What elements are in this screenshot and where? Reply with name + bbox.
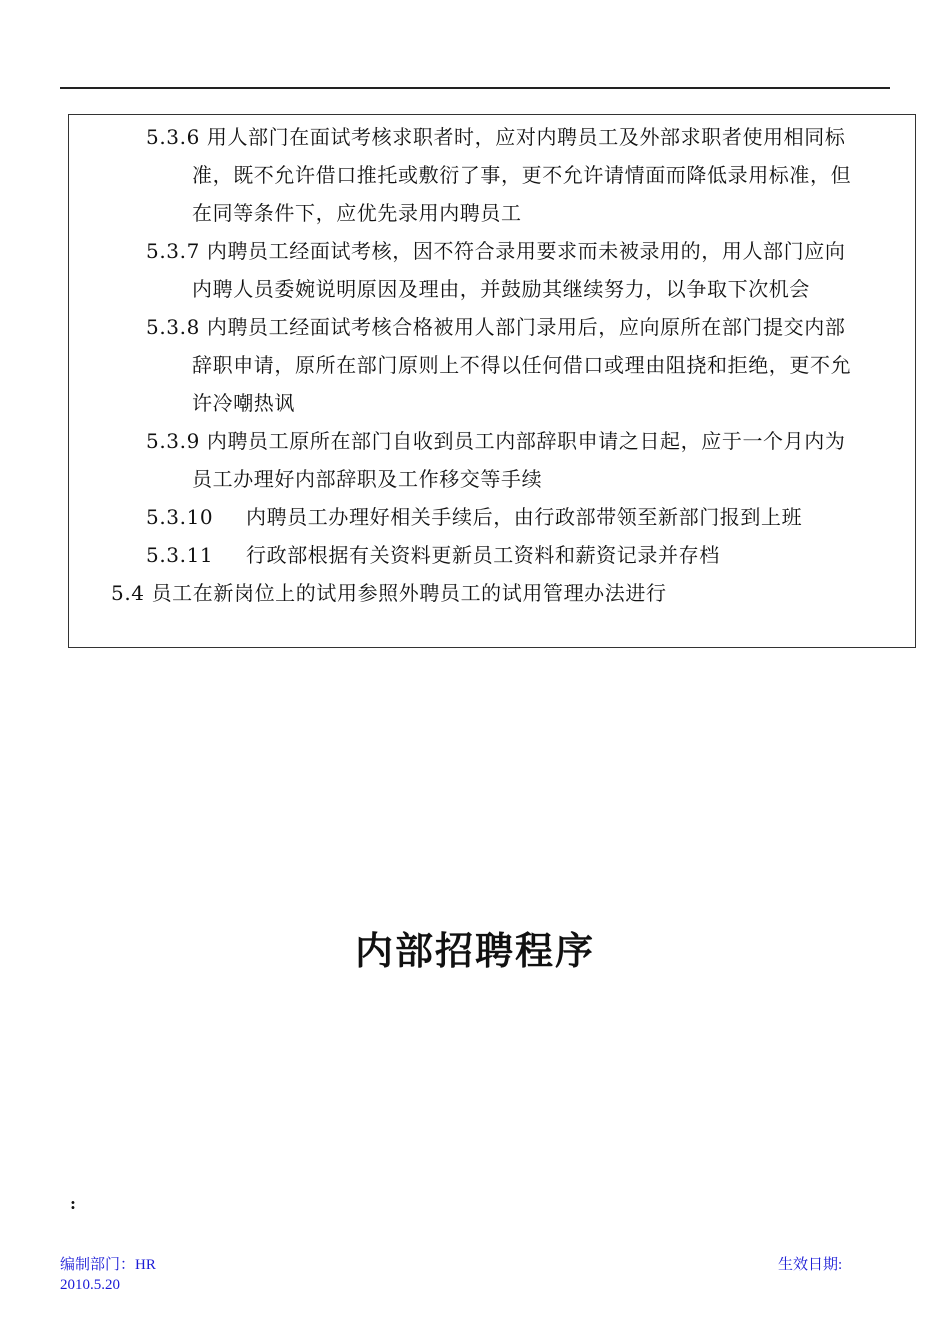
clause-number: 5.3.10: [146, 505, 214, 529]
clause-5-3-8-line-1: [146, 308, 845, 346]
clause-5-3-8-line-3: 许冷嘲热讽: [192, 391, 295, 415]
clause-5-3-8-line-2: 辞职申请，原所在部门原则上不得以任何借口或理由阻挠和拒绝，更不允: [192, 353, 852, 377]
clause-5-3-11: [146, 536, 720, 574]
clause-5-3-10: [146, 498, 802, 536]
clause-5-3-6-line-1: [146, 118, 845, 156]
effective-date-label: 生效日期:: [778, 1257, 843, 1273]
clause-text: 内聘员工经面试考核合格被用人部门录用后，应向原所在部门提交内部: [206, 315, 846, 339]
colon-mark: :: [70, 1194, 76, 1213]
clause-5-3-6-line-3: 在同等条件下，应优先录用内聘员工: [192, 201, 522, 225]
clause-text: 用人部门在面试考核求职者时，应对内聘员工及外部求职者使用相同标: [206, 125, 846, 149]
clause-5-3-9-line-2: 员工办理好内部辞职及工作移交等手续: [192, 467, 543, 491]
document-title: 内部招聘程序: [354, 928, 595, 973]
department-label: 编制部门：HR: [60, 1257, 156, 1273]
clause-text: 内聘员工办理好相关手续后，由行政部带领至新部门报到上班: [246, 505, 803, 529]
clause-number: 5.3.8: [146, 315, 200, 339]
clause-5-3-7-line-2: 内聘人员委婉说明原因及理由，并鼓励其继续努力，以争取下次机会: [192, 277, 810, 301]
clause-5-3-9-line-1: [146, 422, 845, 460]
clause-number: 5.3.6: [146, 125, 200, 149]
clause-number: 5.3.9: [146, 429, 200, 453]
footer-left: [60, 1255, 156, 1295]
header-rule: [60, 87, 890, 89]
date-value: 2010.5.20: [60, 1277, 120, 1293]
clause-number: 5.4: [111, 581, 145, 605]
clause-5-3-7-line-1: [146, 232, 845, 270]
clause-text: 行政部根据有关资料更新员工资料和薪资记录并存档: [246, 543, 720, 567]
clause-number: 5.3.11: [146, 543, 214, 567]
clause-5-4: [111, 574, 667, 612]
clause-number: 5.3.7: [146, 239, 200, 263]
clause-text: 内聘员工经面试考核，因不符合录用要求而未被录用的，用人部门应向: [206, 239, 846, 263]
clause-text: 内聘员工原所在部门自收到员工内部辞职申请之日起，应于一个月内为: [206, 429, 846, 453]
clause-5-3-6-line-2: 准，既不允许借口推托或敷衍了事，更不允许请情面而降低录用标准，但: [192, 163, 852, 187]
clause-text: 员工在新岗位上的试用参照外聘员工的试用管理办法进行: [151, 581, 667, 605]
